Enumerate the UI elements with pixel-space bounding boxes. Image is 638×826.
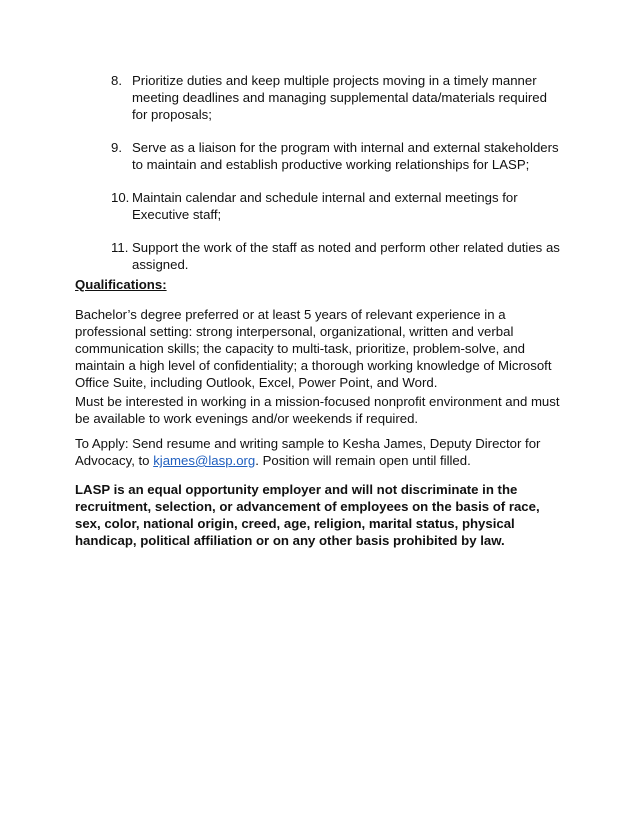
apply-suffix: . Position will remain open until filled.: [255, 453, 471, 468]
apply-paragraph: [75, 435, 563, 469]
eeo-statement: LASP is an equal opportunity employer and will not discriminate in the recruitment, selection, or advancement of employees on the basis of race, sex, color, national origin, creed, age, religion, marital status, physical handicap, political affiliation or on any other basis prohibited by law.: [75, 482, 540, 548]
apply-prefix: To Apply: Send resume and writing sample to Kesha James, Deputy Director for Advocacy, to: [75, 436, 541, 468]
duty-item-10: [111, 189, 561, 223]
duty-text: Maintain calendar and schedule internal and external meetings for Executive staff;: [132, 190, 518, 222]
duty-number: 11.: [111, 240, 129, 255]
duties-list: [111, 72, 561, 289]
duty-text: Serve as a liaison for the program with internal and external stakeholders to maintain and establish productive working relationships for LASP;: [132, 140, 559, 172]
duty-text: Support the work of the staff as noted and perform other related duties as assigned.: [132, 240, 560, 272]
duty-item-11: [111, 239, 561, 273]
duty-text: Prioritize duties and keep multiple projects moving in a timely manner meeting deadlines and managing supplemental data/materials required for proposals;: [132, 73, 547, 122]
education-paragraph: Bachelor’s degree preferred or at least 5 years of relevant experience in a professional setting: strong interpersonal, organizational, written and verbal communication skills; the capacity to multi-task, prioritize, problem-solve, and maintain a high level of confidentiality; a thorough working knowledge of Microsoft Office Suite, including Outlook, Excel, Power Point, and Word.: [75, 307, 552, 390]
duty-number: 9.: [111, 140, 122, 155]
duty-item-9: [111, 139, 561, 173]
duty-item-8: [111, 72, 561, 123]
availability-paragraph: Must be interested in working in a mission-focused nonprofit environment and must be available to work evenings and/or weekends if required.: [75, 394, 560, 426]
qualifications-heading: Qualifications:: [75, 277, 167, 292]
duty-number: 10.: [111, 190, 130, 205]
email-link[interactable]: kjames@lasp.org: [153, 453, 256, 468]
duty-number: 8.: [111, 73, 122, 88]
